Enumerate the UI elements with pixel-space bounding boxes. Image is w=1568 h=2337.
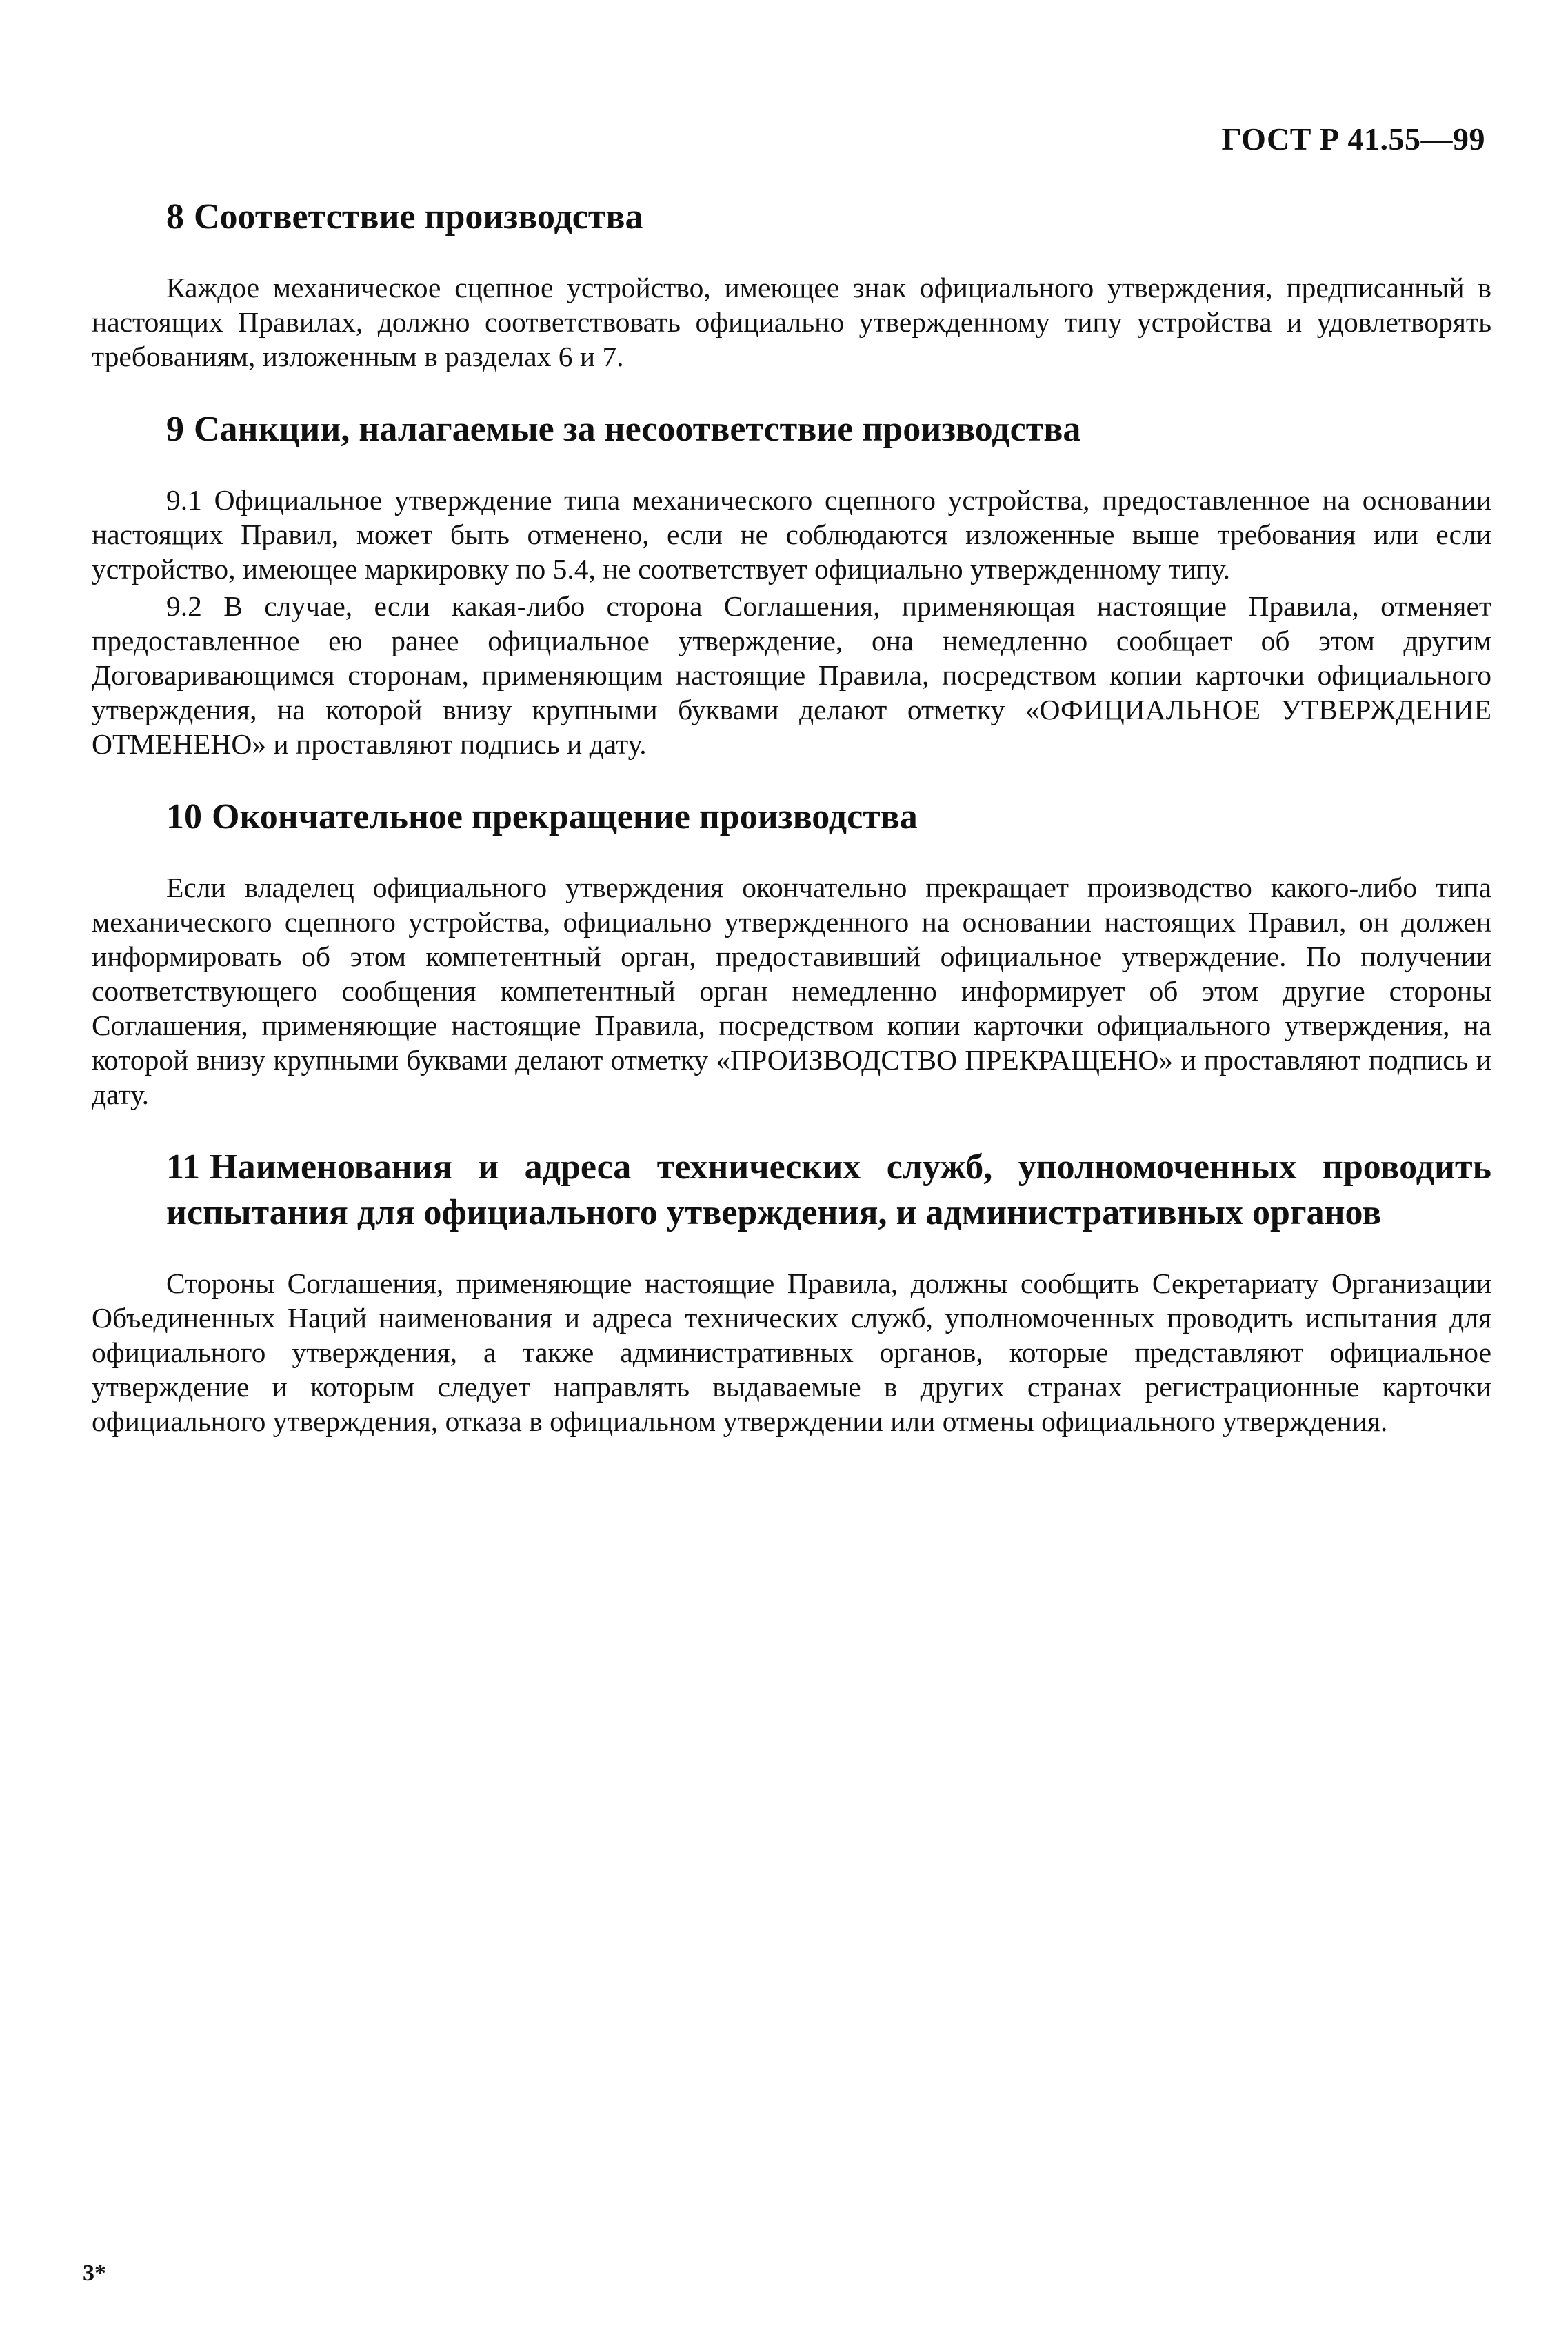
section-8 [92, 194, 1491, 374]
document-body [92, 194, 1491, 1438]
standard-id-header: ГОСТ Р 41.55—99 [1221, 121, 1485, 157]
spacer [92, 1112, 1491, 1145]
paragraph: Каждое механическое сцепное устройство, имеющее знак официального утверждения, предписанный в настоящих Правилах, должно соответствовать официально утвержденному типу устройства и удовлетворять требованиям, изложенным в разделах 6 и 7. [92, 272, 1491, 372]
section-heading-text: Соответствие производства [194, 197, 643, 237]
paragraph: 9.1 Официальное утверждение типа механического сцепного устройства, предоставленное на основании настоящих Правил, может быть отменено, если не соблюдаются изложенные выше требования или если устройство, имеющее маркировку по 5.4, не соответствует официально утвержденному типу. [92, 484, 1491, 585]
paragraph: Стороны Соглашения, применяющие настоящие Правила, должны сообщить Секретариату Организации Объединенных Наций наименования и адреса технических служб, уполномоченных проводить испытания для официального утверждения, а также административных органов, которые представляют официальное утверждение и которым следует направлять выдаваемые в других странах регистрационные карточки официального утверждения, отказа в официальном утверждении или отмены официального утверждения. [92, 1267, 1491, 1437]
section-heading-text: Наименования и адреса технических служб, уполномоченных проводить испытания для официального утверждения, и административных органов [166, 1147, 1491, 1232]
paragraph: 9.2 В случае, если какая-либо сторона Соглашения, применяющая настоящие Правила, отменяет предоставленное ею ранее официальное утверждение, она немедленно сообщает об этом другим Договаривающимся сторонам, применяющим настоящие Правила, посредством копии карточки официального утверждения, на которой внизу крупными буквами делают отметку «ОФИЦИАЛЬНОЕ УТВЕРЖДЕНИЕ ОТМЕНЕНО» и проставляют подпись и дату. [92, 590, 1491, 760]
section-9 [92, 407, 1491, 761]
section-11 [92, 1145, 1491, 1438]
spacer [92, 374, 1491, 407]
paragraph: Если владелец официального утверждения окончательно прекращает производство какого-либо типа механического сцепного устройства, официально утвержденного на основании настоящих Правил, он должен информировать об этом компетентный орган, предоставивший официальное утверждение. По получении соответствующего сообщения компетентный орган немедленно информирует об этом другие стороны Соглашения, применяющие настоящие Правила, посредством копии карточки официального утверждения, на которой внизу крупными буквами делают отметку «ПРОИЗВОДСТВО ПРЕКРАЩЕНО» и проставляют подпись и дату. [92, 872, 1491, 1110]
section-number: 10 [166, 797, 202, 836]
section-title [92, 1145, 1491, 1236]
section-number: 9 [166, 410, 184, 449]
section-title [92, 794, 1491, 840]
section-title [92, 194, 1491, 240]
section-number: 8 [166, 197, 184, 237]
section-heading-text: Окончательное прекращение производства [212, 797, 918, 836]
section-10 [92, 794, 1491, 1112]
page-number: 3* [83, 2260, 106, 2286]
section-number: 11 [166, 1147, 201, 1187]
spacer [92, 761, 1491, 794]
section-title [92, 407, 1491, 452]
section-heading-text: Санкции, налагаемые за несоответствие производства [194, 410, 1081, 449]
